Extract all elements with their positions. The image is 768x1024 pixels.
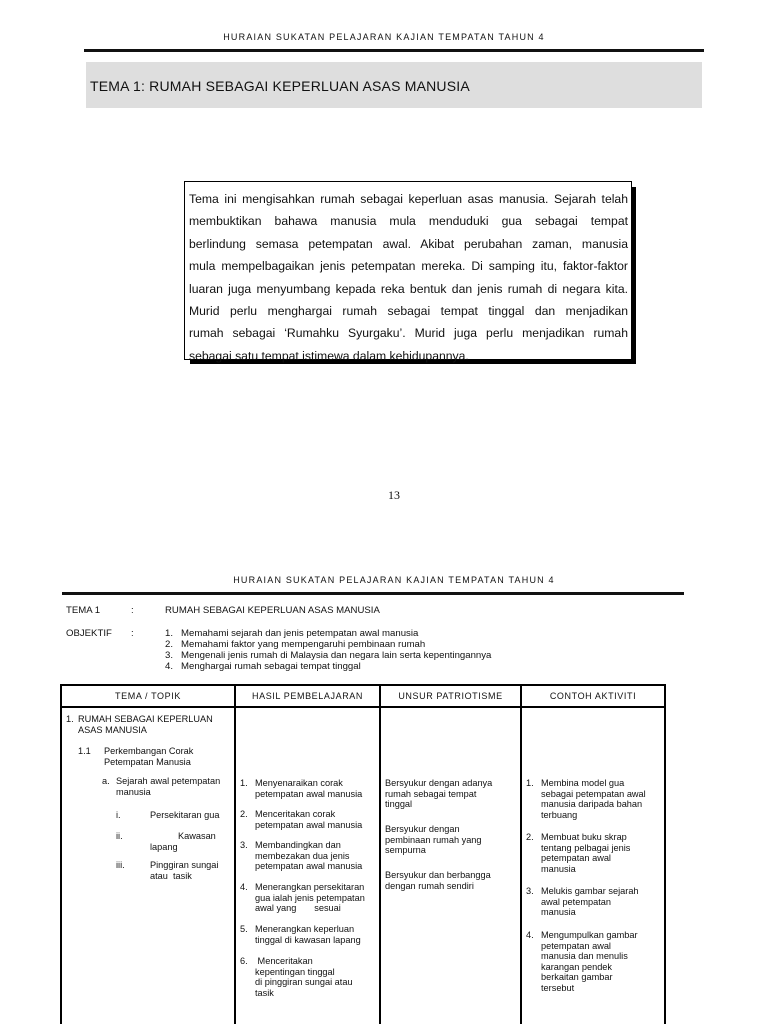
text-line: awal yang sesuai — [255, 903, 341, 914]
learning-outcome-text — [255, 924, 379, 945]
col-header-tema-topik: TEMA / TOPIK — [61, 685, 235, 707]
intro-text-box — [184, 181, 632, 363]
text-line: petempatan awal manusia — [255, 861, 363, 872]
page2-header-rule — [62, 592, 684, 595]
text-line: lapang — [150, 841, 178, 852]
tema-label: TEMA 1 — [66, 605, 101, 616]
text-line: Bersyukur dengan — [385, 824, 460, 834]
topic-num: 1. — [66, 714, 74, 724]
learning-outcome-num: 5. — [240, 924, 248, 934]
text-line: awal petempatan — [541, 896, 611, 907]
objektif-label: OBJEKTIF — [66, 628, 112, 639]
learning-outcome-num: 6. — [240, 956, 248, 966]
intro-line: sebagai satu tempat istimewa dalam kehidupannya. — [189, 348, 469, 363]
text-line: Menerangkan persekitaran — [255, 882, 365, 892]
text-line: atau tasik — [150, 870, 192, 881]
objective-item — [165, 661, 685, 672]
text-line: petempatan awal — [541, 940, 611, 951]
text-line: manusia daripada bahan — [541, 799, 643, 810]
text-line: petempatan awal — [541, 853, 611, 864]
objective-num: 3. — [165, 650, 174, 661]
patriotism-item — [385, 824, 515, 856]
text-line: Membina model gua — [541, 778, 625, 788]
intro-line: Murid perlu menghargai rumah sebagai tempat tinggal dan menjadikan — [189, 304, 628, 319]
col-header-unsur-patriotisme: UNSUR PATRIOTISME — [380, 685, 521, 707]
text-line: karangan pendek — [541, 961, 613, 972]
roman-text — [150, 810, 219, 821]
objective-num: 2. — [165, 639, 174, 650]
text-line: Membandingkan dan — [255, 840, 341, 850]
text-line: Membuat buku skrap — [541, 832, 627, 842]
roman-num: ii. — [116, 831, 123, 841]
objektif-colon: : — [131, 628, 134, 639]
intro-line: Tema ini mengisahkan rumah sebagai keperluan asas manusia. Sejarah telah — [189, 192, 628, 206]
text-line: petempatan awal manusia — [255, 819, 363, 830]
table-row — [61, 707, 665, 1024]
text-line: Menerangkan keperluan — [255, 924, 355, 934]
text-line: Sejarah awal petempatan — [116, 776, 221, 786]
text-line: manusia dan menulis — [541, 951, 628, 962]
learning-outcome-num: 4. — [240, 882, 248, 892]
objectives-list — [165, 628, 685, 672]
col-header-hasil-pembelajaran: HASIL PEMBELAJARAN — [235, 685, 380, 707]
objective-text: Memahami sejarah dan jenis petempatan awal manusia — [181, 628, 419, 639]
text-line: Bersyukur dengan adanya — [385, 778, 493, 788]
cell-hasil-pembelajaran — [235, 707, 380, 1024]
text-line: Petempatan Manusia — [104, 756, 191, 767]
objective-item — [165, 639, 685, 650]
intro-line: rumah sebagai ‘Rumahku Syurgaku’. Murid juga perlu menjadikan rumah — [189, 326, 628, 341]
topic-text — [78, 714, 238, 735]
tema-colon: : — [131, 605, 134, 616]
learning-outcome-num: 3. — [240, 840, 248, 850]
text-line: Melukis gambar sejarah — [541, 886, 639, 896]
text-line: tinggal — [385, 799, 413, 810]
text-line: kepentingan tinggal — [255, 966, 335, 977]
text-line: terbuang — [541, 809, 578, 820]
text-line: Menyenaraikan corak — [255, 778, 343, 788]
activity-item-num: 4. — [526, 930, 534, 940]
learning-outcome-num: 2. — [240, 809, 248, 819]
patriotism-item — [385, 870, 515, 891]
text-line: tinggal di kawasan lapang — [255, 934, 361, 945]
text-line: petempatan awal manusia — [255, 788, 363, 799]
text-line: Persekitaran gua — [150, 810, 220, 820]
activity-item-text — [541, 778, 665, 820]
activity-item-text — [541, 930, 665, 994]
intro-line: membuktikan bahawa manusia mula menduduki gua sebagai tempat — [189, 214, 628, 229]
learning-outcome-text — [255, 778, 379, 799]
page1-header-rule — [84, 49, 704, 52]
text-line: RUMAH SEBAGAI KEPERLUAN — [78, 714, 213, 724]
objective-num: 4. — [165, 661, 174, 672]
text-line: manusia — [116, 786, 151, 797]
text-line: dengan rumah sendiri — [385, 880, 474, 891]
text-line: tentang pelbagai jenis — [541, 842, 631, 853]
text-line: ASAS MANUSIA — [78, 724, 147, 735]
learning-outcome-text — [255, 840, 379, 872]
text-line: di pinggiran sungai atau — [255, 977, 353, 988]
objective-text: Memahami faktor yang mempengaruhi pembinaan rumah — [181, 639, 426, 650]
page1-header: HURAIAN SUKATAN PELAJARAN KAJIAN TEMPATAN TAHUN 4 — [223, 32, 545, 42]
roman-num: iii. — [116, 860, 125, 870]
activity-item-num: 2. — [526, 832, 534, 842]
text-line: Pinggiran sungai — [150, 860, 219, 870]
subtopic-num: 1.1 — [78, 746, 91, 756]
roman-text — [150, 831, 216, 852]
table-header-row — [61, 685, 665, 707]
subitem-a-text — [116, 776, 236, 797]
patriotism-item — [385, 778, 515, 810]
intro-line: berlindung semasa petempatan awal. Akibat perubahan zaman, manusia — [189, 236, 628, 251]
tema-value: RUMAH SEBAGAI KEPERLUAN ASAS MANUSIA — [165, 605, 380, 616]
text-line: Menceritakan — [255, 956, 313, 966]
objective-text: Menghargai rumah sebagai tempat tinggal — [181, 661, 361, 672]
text-line: sempurna — [385, 845, 426, 856]
objective-num: 1. — [165, 628, 174, 639]
text-line: pembinaan rumah yang — [385, 834, 482, 845]
text-line: manusia — [541, 907, 576, 918]
objective-item — [165, 628, 685, 639]
activity-item-num: 3. — [526, 886, 534, 896]
roman-text — [150, 860, 218, 881]
learning-outcome-text — [255, 956, 379, 998]
text-line: tersebut — [541, 982, 575, 993]
syllabus-table — [60, 684, 666, 1024]
subitem-a-num: a. — [102, 776, 110, 786]
objective-text: Mengenali jenis rumah di Malaysia dan negara lain serta kepentingannya — [181, 650, 492, 661]
text-line: Menceritakan corak — [255, 809, 336, 819]
text-line: rumah sebagai tempat — [385, 788, 477, 799]
subtopic-text — [104, 746, 244, 767]
text-line: Bersyukur dan berbangga — [385, 870, 491, 880]
page-number: 13 — [388, 488, 400, 502]
activity-item-text — [541, 832, 665, 874]
text-line: Perkembangan Corak — [104, 746, 194, 756]
text-line: sebagai petempatan awal — [541, 788, 646, 799]
learning-outcome-text — [255, 882, 379, 914]
text-line: gua ialah jenis petempatan — [255, 892, 365, 903]
text-line: berkaitan gambar — [541, 972, 613, 983]
learning-outcome-text — [255, 809, 379, 830]
roman-num: i. — [116, 810, 121, 820]
col-header-contoh-aktiviti: CONTOH AKTIVITI — [521, 685, 665, 707]
cell-contoh-aktiviti — [521, 707, 665, 1024]
tema-title: TEMA 1: RUMAH SEBAGAI KEPERLUAN ASAS MANUSIA — [90, 78, 470, 94]
text-line: tasik — [255, 987, 274, 998]
tema-title-bar — [86, 62, 702, 108]
text-line: Mengumpulkan gambar — [541, 930, 638, 940]
intro-line: luaran juga menyumbang kepada reka bentuk dan jenis rumah di negara kita. — [189, 281, 628, 296]
page2-header: HURAIAN SUKATAN PELAJARAN KAJIAN TEMPATAN TAHUN 4 — [233, 575, 555, 585]
text-line: manusia — [541, 863, 576, 874]
text-line: membezakan dua jenis — [255, 850, 350, 861]
intro-line: mula mempelbagaikan jenis petempatan mereka. Di samping itu, faktor-faktor — [189, 259, 628, 274]
activity-item-num: 1. — [526, 778, 534, 788]
activity-item-text — [541, 886, 665, 918]
cell-tema-topik — [61, 707, 235, 1024]
text-line: Kawasan — [178, 831, 216, 841]
objective-item — [165, 650, 685, 661]
learning-outcome-num: 1. — [240, 778, 248, 788]
cell-unsur-patriotisme — [380, 707, 521, 1024]
